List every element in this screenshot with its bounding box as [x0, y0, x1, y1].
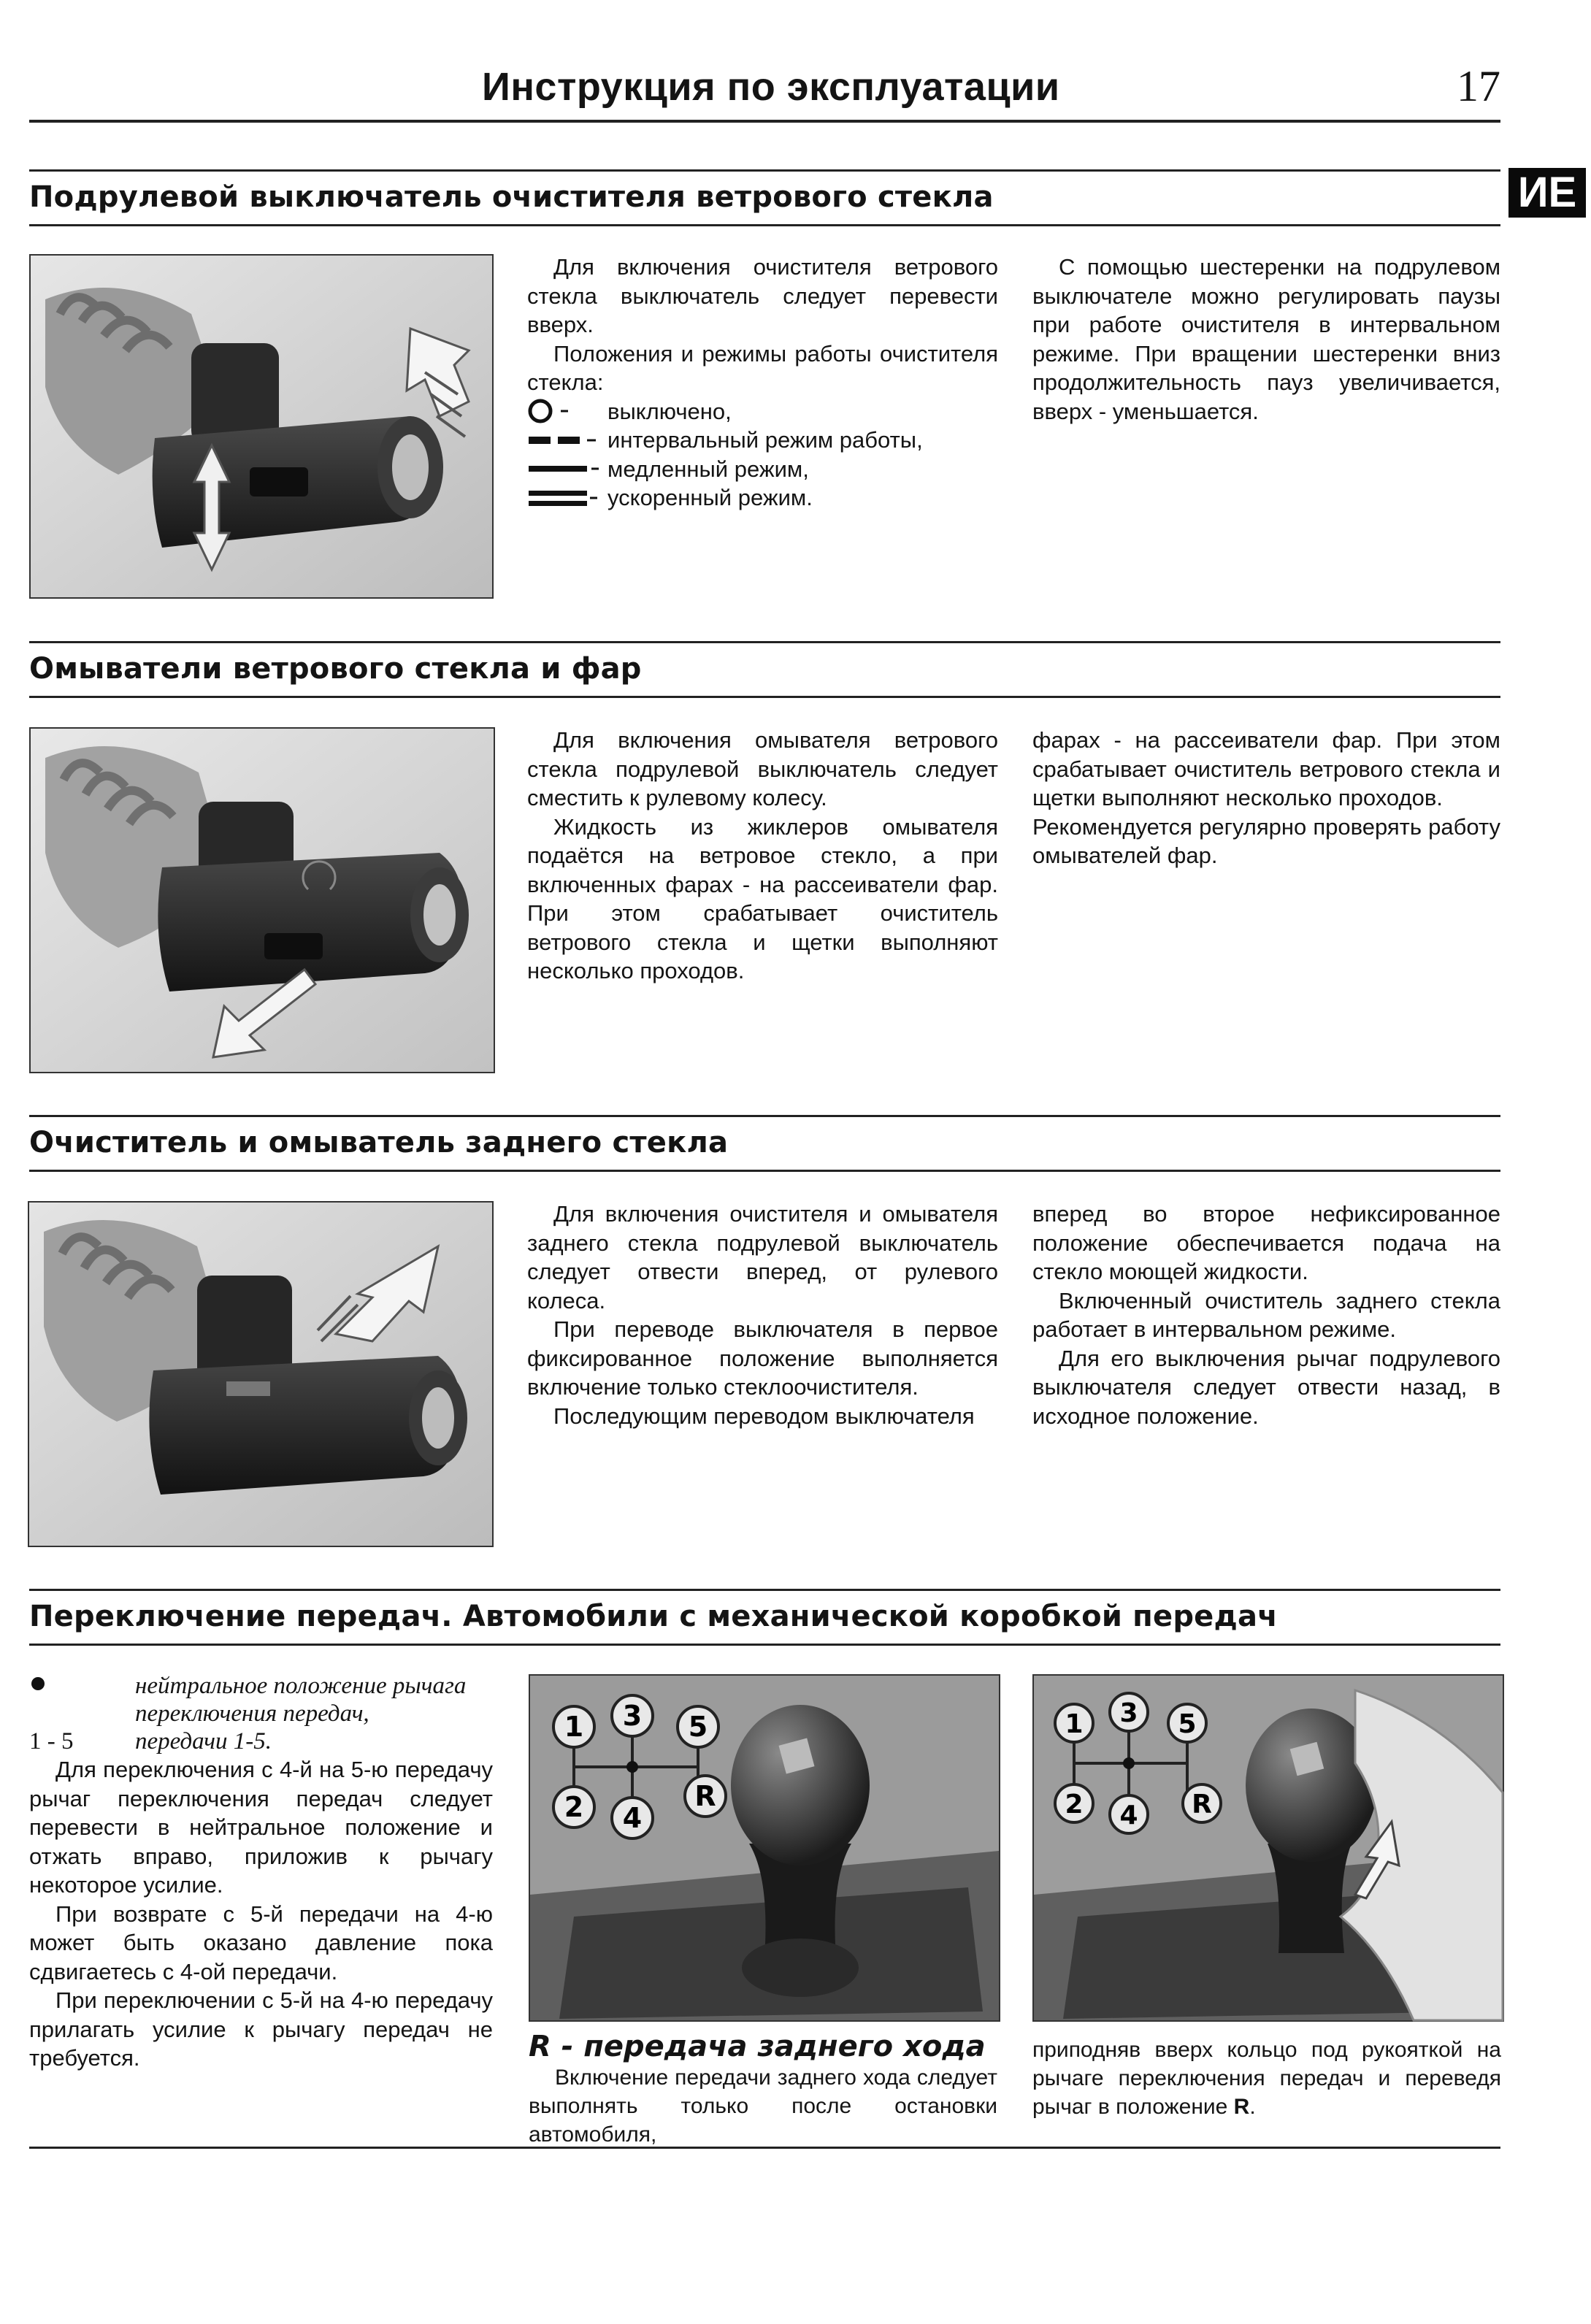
shift-label-2: 2 — [564, 1791, 584, 1823]
shift-label-4: 4 — [622, 1802, 643, 1834]
section-wiper-header — [29, 169, 1500, 226]
gears-text-col — [29, 1672, 493, 2073]
wiper-paragraph-2: Положения и режимы работы очистителя стекла: — [527, 340, 998, 395]
legend-gears — [29, 1727, 493, 1755]
rear-paragraph-1: Для включения очистителя и омывателя заднего стекла подрулевой выключатель следует отвести вперед, от рулевого колеса. — [527, 1201, 998, 1314]
rear-paragraph-4: Включенный очиститель заднего стекла работает в интервальном режиме. — [1032, 1287, 1500, 1342]
section-rear-header — [29, 1115, 1500, 1172]
section-gears-title: Переключение передач. Автомобили с механической коробкой передач — [29, 1600, 1278, 1633]
double-line-symbol-icon — [527, 485, 607, 511]
washer-switch-photo — [29, 727, 495, 1073]
wiper-paragraph-3: С помощью шестеренки на подрулевом выключателе можно регулировать паузы при работе очистителя в интервальном режиме. При вращении шестеренки вниз продолжительность пауз увеличивается, вверх - уменьшается. — [1032, 254, 1500, 424]
reverse-text-2: приподняв вверх кольцо под рукояткой на рычаге переключения передач и переведя рычаг в положение R. — [1032, 2038, 1501, 2119]
wiper-modes-legend — [527, 397, 998, 513]
svg-text:2: 2 — [1065, 1790, 1084, 1819]
rear-text-col1 — [527, 1200, 998, 1430]
legend-neutral — [29, 1672, 493, 1727]
washer-paragraph-1: Для включения омывателя ветрового стекла подрулевой выключатель следует сместить к рулевому колесу. — [527, 727, 998, 810]
gears-paragraph-3: При переключении с 5-й на 4-ю передачу прилагать усилие к рычагу передач не требуется. — [29, 1987, 493, 2071]
section-wiper-title: Подрулевой выключатель очистителя ветрового стекла — [29, 180, 994, 214]
rear-paragraph-5: Для его выключения рычаг подрулевого выключателя следует отвести назад, в исходное положение. — [1032, 1345, 1500, 1429]
wiper-switch-photo — [29, 254, 494, 599]
mode-interval-label: интервальный режим работы, — [607, 427, 923, 453]
svg-text:1: 1 — [1065, 1709, 1084, 1739]
rear-switch-photo — [28, 1201, 494, 1547]
gear-shift-photo-1 — [529, 1674, 1000, 2022]
mode-off — [527, 397, 998, 426]
washer-text-col1 — [527, 726, 998, 983]
mode-off-label: выключено, — [607, 398, 732, 424]
washer-text-col2 — [1032, 726, 1500, 870]
shift-label-5: 5 — [688, 1711, 708, 1743]
section-washer-title: Омыватели ветрового стекла и фар — [29, 652, 642, 686]
wiper-text-col2 — [1032, 253, 1500, 426]
reverse-text-col2 — [1032, 2036, 1501, 2121]
mode-slow — [527, 455, 998, 484]
bottom-rule — [29, 2147, 1500, 2149]
shift-label-r: R — [694, 1780, 716, 1812]
reverse-text-col1 — [529, 2063, 997, 2149]
section-gears-header — [29, 1589, 1500, 1646]
wiper-text-col1 — [527, 253, 998, 513]
mode-fast — [527, 483, 998, 513]
page-header — [29, 64, 1500, 123]
page-number: 17 — [1457, 62, 1500, 110]
shift-pattern-diagram-2 — [1034, 1676, 1503, 2020]
washer-paragraph-3: Рекомендуется регулярно проверять работу омывателей фар. — [1032, 813, 1500, 868]
gear-shift-photo-2 — [1032, 1674, 1504, 2022]
svg-text:3: 3 — [1119, 1698, 1138, 1728]
reverse-gear-title: R - передача заднего хода — [529, 2030, 986, 2063]
mode-interval — [527, 426, 998, 455]
gears-paragraph-1: Для переключения с 4-й на 5-ю передачу рычаг переключения передач следует перевести в нейтральное положение и отжать вправо, приложив к рычагу некоторое усилие. — [29, 1757, 493, 1898]
rear-paragraph-3-start: Последующим переводом выключателя — [553, 1403, 975, 1429]
reverse-text-1: Включение передачи заднего хода следует выполнять только после остановки автомобиля, — [529, 2066, 997, 2147]
shift-label-3: 3 — [622, 1700, 643, 1732]
rear-paragraph-3-cont: вперед во второе нефиксированное положение обеспечивается подача на стекло моющей жидкости. — [1032, 1201, 1500, 1284]
neutral-dot-icon — [29, 1672, 135, 1727]
mode-slow-label: медленный режим, — [607, 456, 809, 482]
svg-text:R: R — [1192, 1790, 1212, 1819]
gears-paragraph-2: При возврате с 5-й передачи на 4-ю может быть оказано давление пока сдвигаетесь с 4-ой передачи. — [29, 1901, 493, 1984]
rear-paragraph-2: При переводе выключателя в первое фиксированное положение выполняется включение только стеклоочистителя. — [527, 1316, 998, 1400]
legend-neutral-text: нейтральное положение рычага переключения передач, — [135, 1673, 467, 1727]
svg-text:5: 5 — [1178, 1709, 1197, 1739]
legend-range-text: передачи 1-5. — [135, 1728, 272, 1754]
shift-label-1: 1 — [564, 1711, 584, 1743]
svg-text:4: 4 — [1119, 1800, 1138, 1830]
washer-paragraph-2: Жидкость из жиклеров омывателя подаётся на ветровое стекло, а при включенных фарах - на рассеиватели фар. При этом срабатывает очиститель ветрового стекла и щетки выполняют несколько проходов. — [527, 813, 998, 983]
mode-fast-label: ускоренный режим. — [607, 485, 813, 510]
shift-pattern-diagram-1 — [530, 1676, 999, 2020]
section-washer-header — [29, 641, 1500, 698]
single-line-symbol-icon — [527, 456, 607, 482]
dashed-line-symbol-icon — [527, 427, 607, 453]
language-badge: ИЕ — [1508, 168, 1586, 218]
washer-paragraph-2-cont: фарах - на рассеиватели фар. При этом срабатывает очиститель ветрового стекла и щетки выполняют несколько проходов. — [1032, 727, 1500, 810]
page-title: Инструкция по эксплуатации — [482, 65, 1060, 109]
section-rear-title: Очиститель и омыватель заднего стекла — [29, 1126, 729, 1159]
wiper-paragraph-1: Для включения очистителя ветрового стекла выключатель следует перевести вверх. — [527, 254, 998, 337]
legend-range: 1 - 5 — [29, 1728, 74, 1754]
rear-text-col2 — [1032, 1200, 1500, 1430]
circle-symbol-icon — [527, 398, 607, 424]
